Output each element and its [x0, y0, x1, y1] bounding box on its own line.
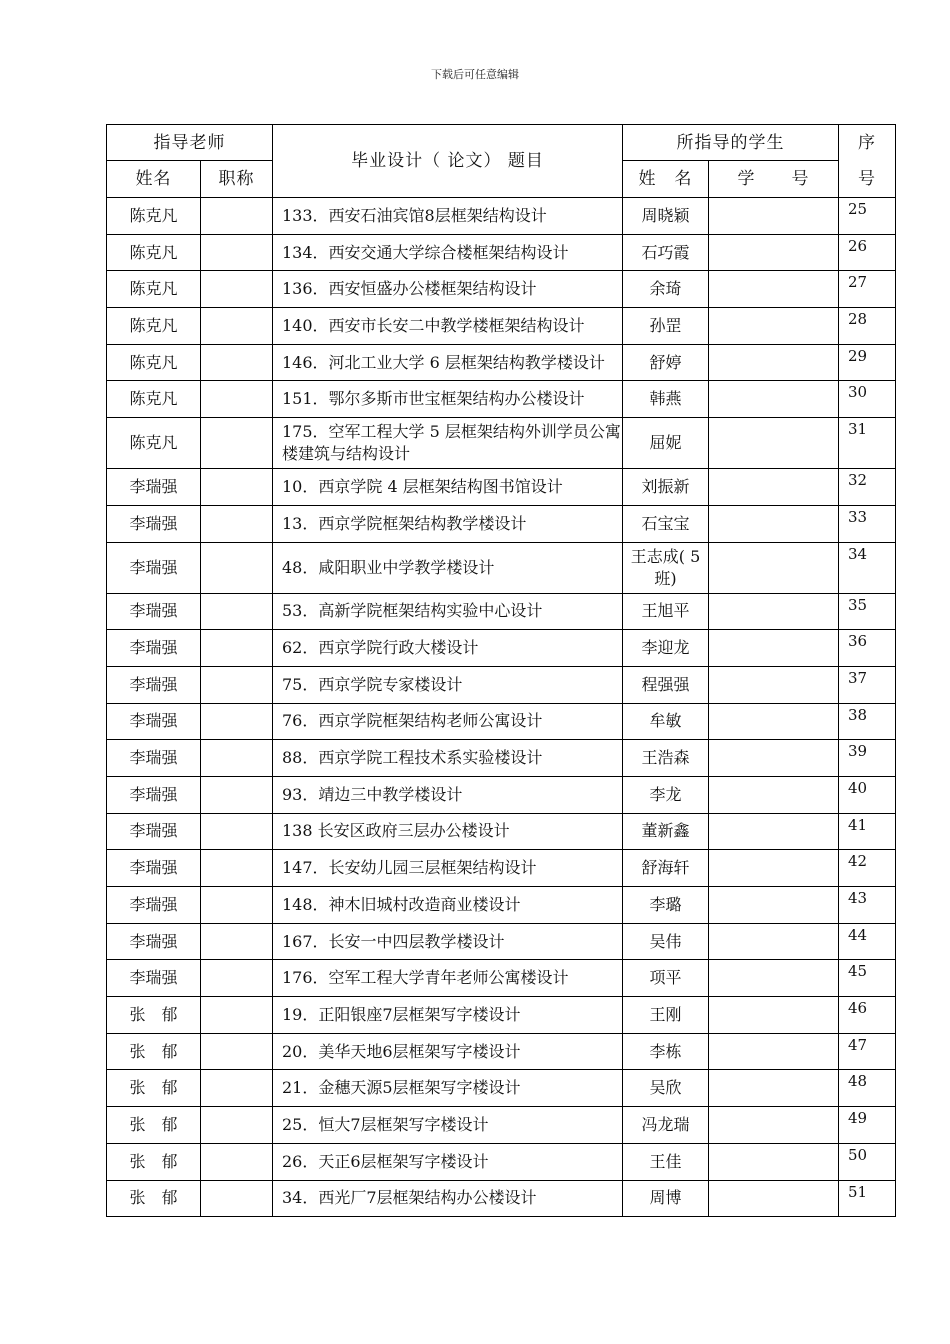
advisor-title-cell — [201, 703, 273, 740]
thesis-title-cell: 88．西京学院工程技术系实验楼设计 — [273, 740, 623, 777]
thesis-title-cell: 19．正阳银座7层框架写字楼设计 — [273, 997, 623, 1034]
thesis-title-cell: 138 长安区政府三层办公楼设计 — [273, 813, 623, 850]
table-row — [107, 630, 896, 667]
thesis-title-cell: 75．西京学院专家楼设计 — [273, 666, 623, 703]
advisor-title-cell — [201, 1180, 273, 1217]
seq-cell: 31 — [839, 418, 896, 469]
student-name-cell: 李栋 — [623, 1033, 709, 1070]
seq-cell: 50 — [839, 1143, 896, 1180]
student-id-cell — [709, 923, 839, 960]
advisor-cell: 李瑞强 — [107, 923, 201, 960]
advisor-title-cell — [201, 344, 273, 381]
student-name-cell: 石巧霞 — [623, 234, 709, 271]
seq-cell: 36 — [839, 630, 896, 667]
thesis-title-cell: 20．美华天地6层框架写字楼设计 — [273, 1033, 623, 1070]
thesis-title-cell: 151．鄂尔多斯市世宝框架结构办公楼设计 — [273, 381, 623, 418]
table-row — [107, 542, 896, 593]
advisor-title-cell — [201, 923, 273, 960]
advisor-cell: 张 郁 — [107, 1180, 201, 1217]
table-row — [107, 740, 896, 777]
seq-cell: 28 — [839, 308, 896, 345]
thesis-title-cell: 93．靖边三中教学楼设计 — [273, 776, 623, 813]
thesis-title-cell: 148．神木旧城村改造商业楼设计 — [273, 887, 623, 924]
student-id-cell — [709, 234, 839, 271]
student-id-cell — [709, 630, 839, 667]
table-row — [107, 1033, 896, 1070]
table-row — [107, 1107, 896, 1144]
thesis-title-cell: 146．河北工业大学 6 层框架结构教学楼设计 — [273, 344, 623, 381]
advisor-cell: 李瑞强 — [107, 960, 201, 997]
student-id-cell — [709, 308, 839, 345]
seq-cell: 49 — [839, 1107, 896, 1144]
header-seq — [839, 125, 896, 198]
student-name-cell: 舒海轩 — [623, 850, 709, 887]
student-name-cell: 李璐 — [623, 887, 709, 924]
student-name-cell: 孙罡 — [623, 308, 709, 345]
seq-cell: 39 — [839, 740, 896, 777]
student-id-cell — [709, 1143, 839, 1180]
student-name-cell: 李龙 — [623, 776, 709, 813]
header-student-id: 学 号 — [709, 161, 839, 198]
student-id-cell — [709, 887, 839, 924]
header-seq-line2: 号 — [858, 169, 876, 189]
table-row — [107, 666, 896, 703]
header-advisor-group: 指导老师 — [107, 125, 273, 161]
seq-cell: 41 — [839, 813, 896, 850]
student-id-cell — [709, 344, 839, 381]
student-id-cell — [709, 1180, 839, 1217]
student-name-cell: 舒婷 — [623, 344, 709, 381]
student-name-cell: 冯龙瑞 — [623, 1107, 709, 1144]
advisor-title-cell — [201, 887, 273, 924]
student-id-cell — [709, 1107, 839, 1144]
table-row — [107, 418, 896, 469]
seq-cell: 35 — [839, 593, 896, 630]
student-id-cell — [709, 1070, 839, 1107]
advisor-cell: 陈克凡 — [107, 418, 201, 469]
advisor-title-cell — [201, 1070, 273, 1107]
table-row — [107, 850, 896, 887]
thesis-title-cell: 76．西京学院框架结构老师公寓设计 — [273, 703, 623, 740]
header-thesis-title: 毕业设计（ 论文） 题目 — [273, 125, 623, 198]
student-name-cell: 李迎龙 — [623, 630, 709, 667]
student-id-cell — [709, 418, 839, 469]
thesis-title-cell: 140．西安市长安二中教学楼框架结构设计 — [273, 308, 623, 345]
advisor-cell: 张 郁 — [107, 1070, 201, 1107]
advisor-title-cell — [201, 198, 273, 235]
advisor-title-cell — [201, 850, 273, 887]
seq-cell: 47 — [839, 1033, 896, 1070]
advisor-title-cell — [201, 1107, 273, 1144]
student-id-cell — [709, 850, 839, 887]
advisor-cell: 李瑞强 — [107, 593, 201, 630]
student-id-cell — [709, 813, 839, 850]
student-name-cell: 项平 — [623, 960, 709, 997]
student-id-cell — [709, 271, 839, 308]
thesis-title-cell: 136．西安恒盛办公楼框架结构设计 — [273, 271, 623, 308]
student-name-cell: 石宝宝 — [623, 505, 709, 542]
table-row — [107, 1070, 896, 1107]
student-name-cell: 王浩森 — [623, 740, 709, 777]
advisor-cell: 陈克凡 — [107, 381, 201, 418]
advisor-cell: 张 郁 — [107, 1107, 201, 1144]
header-advisor-title: 职称 — [201, 161, 273, 198]
advisor-title-cell — [201, 593, 273, 630]
advisor-cell: 李瑞强 — [107, 776, 201, 813]
header-student-name: 姓 名 — [623, 161, 709, 198]
advisor-title-cell — [201, 776, 273, 813]
seq-cell: 45 — [839, 960, 896, 997]
seq-cell: 42 — [839, 850, 896, 887]
header-student-group: 所指导的学生 — [623, 125, 839, 161]
seq-cell: 34 — [839, 542, 896, 593]
student-name-cell: 王旭平 — [623, 593, 709, 630]
advisor-cell: 李瑞强 — [107, 703, 201, 740]
student-id-cell — [709, 666, 839, 703]
advisor-title-cell — [201, 505, 273, 542]
advisor-cell: 李瑞强 — [107, 850, 201, 887]
advisor-cell: 陈克凡 — [107, 234, 201, 271]
seq-cell: 26 — [839, 234, 896, 271]
table-row — [107, 1180, 896, 1217]
student-id-cell — [709, 505, 839, 542]
thesis-title-cell: 175．空军工程大学 5 层框架结构外训学员公寓楼建筑与结构设计 — [273, 418, 623, 469]
advisor-cell: 李瑞强 — [107, 813, 201, 850]
advisor-title-cell — [201, 1143, 273, 1180]
student-id-cell — [709, 198, 839, 235]
seq-cell: 27 — [839, 271, 896, 308]
table-row — [107, 887, 896, 924]
table-row — [107, 776, 896, 813]
student-id-cell — [709, 703, 839, 740]
table-row — [107, 308, 896, 345]
thesis-title-cell: 21．金穗天源5层框架写字楼设计 — [273, 1070, 623, 1107]
advisor-title-cell — [201, 542, 273, 593]
table-row — [107, 234, 896, 271]
advisor-title-cell — [201, 1033, 273, 1070]
student-id-cell — [709, 960, 839, 997]
header-advisor-name: 姓名 — [107, 161, 201, 198]
thesis-title-cell: 48．咸阳职业中学教学楼设计 — [273, 542, 623, 593]
seq-cell: 48 — [839, 1070, 896, 1107]
table-row — [107, 923, 896, 960]
thesis-title-cell: 34．西光厂7层框架结构办公楼设计 — [273, 1180, 623, 1217]
seq-cell: 37 — [839, 666, 896, 703]
advisor-title-cell — [201, 740, 273, 777]
student-id-cell — [709, 997, 839, 1034]
seq-cell: 32 — [839, 469, 896, 506]
table-row — [107, 960, 896, 997]
student-name-cell: 程强强 — [623, 666, 709, 703]
student-name-cell: 周博 — [623, 1180, 709, 1217]
advisor-title-cell — [201, 469, 273, 506]
student-name-cell: 余琦 — [623, 271, 709, 308]
student-name-cell: 王刚 — [623, 997, 709, 1034]
advisor-cell: 陈克凡 — [107, 198, 201, 235]
student-id-cell — [709, 381, 839, 418]
seq-cell: 38 — [839, 703, 896, 740]
seq-cell: 43 — [839, 887, 896, 924]
seq-cell: 29 — [839, 344, 896, 381]
table-row — [107, 703, 896, 740]
advisor-title-cell — [201, 271, 273, 308]
thesis-title-cell: 147．长安幼儿园三层框架结构设计 — [273, 850, 623, 887]
student-id-cell — [709, 740, 839, 777]
thesis-title-cell: 26．天正6层框架写字楼设计 — [273, 1143, 623, 1180]
advisor-title-cell — [201, 630, 273, 667]
student-name-cell: 韩燕 — [623, 381, 709, 418]
thesis-title-cell: 25．恒大7层框架写字楼设计 — [273, 1107, 623, 1144]
advisor-title-cell — [201, 234, 273, 271]
advisor-cell: 张 郁 — [107, 997, 201, 1034]
thesis-title-cell: 176．空军工程大学青年老师公寓楼设计 — [273, 960, 623, 997]
table-row — [107, 198, 896, 235]
header-row-1 — [107, 125, 896, 161]
table-row — [107, 1143, 896, 1180]
seq-cell: 33 — [839, 505, 896, 542]
thesis-title-cell: 62．西京学院行政大楼设计 — [273, 630, 623, 667]
advisor-title-cell — [201, 308, 273, 345]
student-name-cell: 周晓颖 — [623, 198, 709, 235]
advisor-cell: 陈克凡 — [107, 344, 201, 381]
student-name-cell: 吴伟 — [623, 923, 709, 960]
table-row — [107, 271, 896, 308]
thesis-title-cell: 167．长安一中四层教学楼设计 — [273, 923, 623, 960]
advisor-cell: 李瑞强 — [107, 740, 201, 777]
table-row — [107, 813, 896, 850]
student-id-cell — [709, 542, 839, 593]
student-id-cell — [709, 469, 839, 506]
table-row — [107, 593, 896, 630]
thesis-assignment-table — [106, 124, 896, 1217]
student-id-cell — [709, 776, 839, 813]
student-name-cell: 吴欣 — [623, 1070, 709, 1107]
table-row — [107, 469, 896, 506]
advisor-cell: 李瑞强 — [107, 469, 201, 506]
advisor-cell: 陈克凡 — [107, 271, 201, 308]
student-id-cell — [709, 1033, 839, 1070]
thesis-title-cell: 133．西安石油宾馆8层框架结构设计 — [273, 198, 623, 235]
thesis-title-cell: 53．高新学院框架结构实验中心设计 — [273, 593, 623, 630]
seq-cell: 30 — [839, 381, 896, 418]
seq-cell: 51 — [839, 1180, 896, 1217]
advisor-cell: 李瑞强 — [107, 666, 201, 703]
table-row — [107, 997, 896, 1034]
advisor-title-cell — [201, 418, 273, 469]
advisor-title-cell — [201, 666, 273, 703]
advisor-cell: 李瑞强 — [107, 542, 201, 593]
table-row — [107, 344, 896, 381]
seq-cell: 25 — [839, 198, 896, 235]
advisor-title-cell — [201, 997, 273, 1034]
student-id-cell — [709, 593, 839, 630]
advisor-title-cell — [201, 960, 273, 997]
thesis-title-cell: 134．西安交通大学综合楼框架结构设计 — [273, 234, 623, 271]
advisor-cell: 李瑞强 — [107, 505, 201, 542]
advisor-title-cell — [201, 381, 273, 418]
thesis-title-cell: 13．西京学院框架结构教学楼设计 — [273, 505, 623, 542]
table-row — [107, 505, 896, 542]
seq-cell: 44 — [839, 923, 896, 960]
advisor-title-cell — [201, 813, 273, 850]
student-name-cell: 屈妮 — [623, 418, 709, 469]
advisor-cell: 李瑞强 — [107, 630, 201, 667]
advisor-cell: 李瑞强 — [107, 887, 201, 924]
seq-cell: 40 — [839, 776, 896, 813]
student-name-cell: 王志成( 5 班) — [623, 542, 709, 593]
header-seq-line1: 序 — [858, 133, 876, 153]
advisor-cell: 张 郁 — [107, 1143, 201, 1180]
advisor-cell: 陈克凡 — [107, 308, 201, 345]
student-name-cell: 董新鑫 — [623, 813, 709, 850]
watermark: 下载后可任意编辑 — [431, 68, 519, 81]
student-name-cell: 王佳 — [623, 1143, 709, 1180]
student-name-cell: 牟敏 — [623, 703, 709, 740]
seq-cell: 46 — [839, 997, 896, 1034]
advisor-cell: 张 郁 — [107, 1033, 201, 1070]
student-name-cell: 刘振新 — [623, 469, 709, 506]
thesis-title-cell: 10．西京学院 4 层框架结构图书馆设计 — [273, 469, 623, 506]
table-row — [107, 381, 896, 418]
